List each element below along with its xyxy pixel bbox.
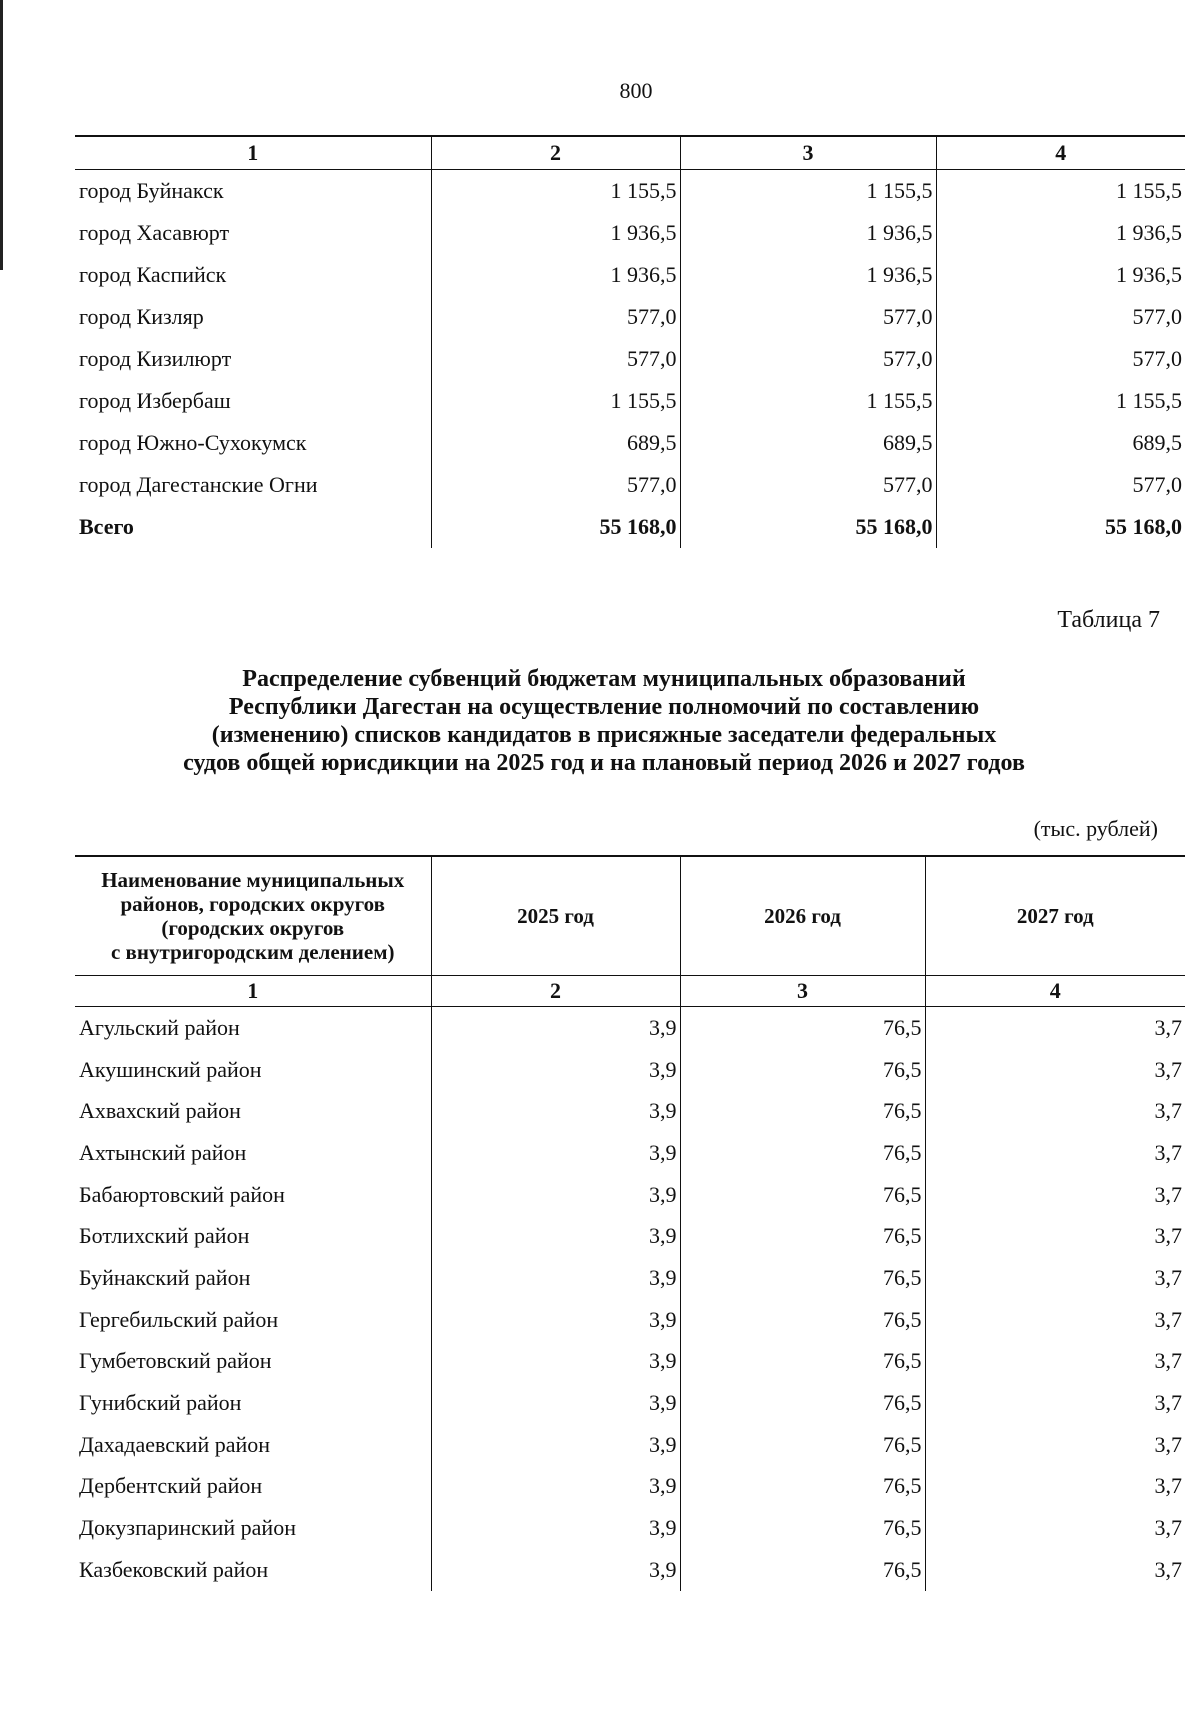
row-name-cell: Дербентский район	[79, 1473, 263, 1499]
value-cell-2026: 1 936,5	[680, 212, 936, 254]
row-name-cell: Буйнакский район	[79, 1264, 251, 1290]
row-name-cell: Гунибский район	[79, 1390, 242, 1416]
value-cell-2025: 3,9	[431, 1382, 680, 1424]
title-line: Республики Дагестан на осуществление полномочий по составлению	[228, 694, 980, 720]
row-name-cell: город Кизляр	[79, 304, 204, 329]
table-row	[75, 1174, 1185, 1216]
table-row	[75, 338, 1185, 380]
value-cell-2026: 76,5	[680, 1299, 925, 1341]
value-cell-2027: 3,7	[925, 1299, 1185, 1341]
table-row	[75, 1549, 1185, 1591]
col-number-2: 2	[431, 976, 680, 1007]
col-header-name	[75, 856, 431, 976]
value-cell-2026: 76,5	[680, 1215, 925, 1257]
row-name-cell: Казбековский район	[79, 1556, 269, 1582]
table-row	[75, 1090, 1185, 1132]
row-name-cell: Гергебильский район	[79, 1306, 279, 1332]
value-cell-2025: 3,9	[431, 1424, 680, 1466]
table-row	[75, 212, 1185, 254]
col-header-name-line: (городских округов	[161, 916, 345, 940]
table-row	[75, 296, 1185, 338]
value-cell-2025: 3,9	[431, 1257, 680, 1299]
value-cell-2026: 55 168,0	[680, 506, 936, 548]
value-cell-2026: 76,5	[680, 1049, 925, 1091]
value-cell-2027: 3,7	[925, 1382, 1185, 1424]
value-cell-2026: 76,5	[680, 1549, 925, 1591]
table-row	[75, 1215, 1185, 1257]
table-row	[75, 1382, 1185, 1424]
row-name-cell: Ахтынский район	[79, 1139, 247, 1165]
value-cell-2027: 55 168,0	[936, 506, 1185, 548]
col-number-3: 3	[680, 136, 936, 170]
column-number-row	[75, 976, 1185, 1007]
value-cell-2027: 3,7	[925, 1424, 1185, 1466]
col-header-name-line: с внутригородским делением)	[110, 940, 395, 964]
value-cell-2026: 76,5	[680, 1132, 925, 1174]
table-row	[75, 1341, 1185, 1383]
row-name-cell: Ахвахский район	[79, 1098, 241, 1124]
col-header-2027: 2027 год	[925, 856, 1185, 976]
table-7-body	[75, 1007, 1185, 1591]
col-number-4: 4	[925, 976, 1185, 1007]
value-cell-2026: 577,0	[680, 296, 936, 338]
table-row	[75, 254, 1185, 296]
table-row	[75, 1007, 1185, 1049]
table-row	[75, 170, 1185, 213]
table-row	[75, 1507, 1185, 1549]
value-cell-2027: 1 936,5	[936, 212, 1185, 254]
value-cell-2027: 3,7	[925, 1549, 1185, 1591]
table-row	[75, 1466, 1185, 1508]
value-cell-2026: 1 155,5	[680, 380, 936, 422]
continued-table-body	[75, 170, 1185, 549]
value-cell-2026: 577,0	[680, 464, 936, 506]
row-name-cell: Докузпаринский район	[79, 1515, 296, 1541]
value-cell-2025: 3,9	[431, 1507, 680, 1549]
value-cell-2026: 76,5	[680, 1257, 925, 1299]
units-note: (тыс. рублей)	[1033, 816, 1158, 841]
value-cell-2027: 3,7	[925, 1215, 1185, 1257]
value-cell-2027: 1 936,5	[936, 254, 1185, 296]
value-cell-2025: 577,0	[431, 338, 680, 380]
value-cell-2025: 577,0	[431, 296, 680, 338]
table-row	[75, 380, 1185, 422]
row-name-cell: Всего	[79, 514, 134, 539]
value-cell-2027: 3,7	[925, 1090, 1185, 1132]
table-row	[75, 422, 1185, 464]
value-cell-2027: 3,7	[925, 1257, 1185, 1299]
value-cell-2025: 3,9	[431, 1174, 680, 1216]
row-name-cell: Бабаюртовский район	[79, 1181, 285, 1207]
row-name-cell: Дахадаевский район	[79, 1431, 271, 1457]
scan-edge-mark	[0, 0, 3, 270]
title-line: (изменению) списков кандидатов в присяжные заседатели федеральных	[211, 722, 997, 748]
col-number-3: 3	[680, 976, 925, 1007]
table-7	[75, 855, 1185, 1591]
col-header-2026: 2026 год	[680, 856, 925, 976]
value-cell-2027: 577,0	[936, 338, 1185, 380]
value-cell-2026: 689,5	[680, 422, 936, 464]
table-row	[75, 1299, 1185, 1341]
value-cell-2026: 76,5	[680, 1174, 925, 1216]
value-cell-2025: 1 155,5	[431, 380, 680, 422]
value-cell-2025: 3,9	[431, 1049, 680, 1091]
value-cell-2026: 76,5	[680, 1007, 925, 1049]
value-cell-2027: 3,7	[925, 1341, 1185, 1383]
col-number-4: 4	[936, 136, 1185, 170]
table-row	[75, 1049, 1185, 1091]
value-cell-2027: 577,0	[936, 296, 1185, 338]
value-cell-2026: 577,0	[680, 338, 936, 380]
value-cell-2026: 76,5	[680, 1424, 925, 1466]
value-cell-2026: 76,5	[680, 1341, 925, 1383]
row-name-cell: город Каспийск	[79, 262, 227, 287]
value-cell-2025: 3,9	[431, 1466, 680, 1508]
total-row	[75, 506, 1185, 548]
col-number-2: 2	[431, 136, 680, 170]
value-cell-2025: 55 168,0	[431, 506, 680, 548]
value-cell-2026: 76,5	[680, 1090, 925, 1132]
value-cell-2025: 689,5	[431, 422, 680, 464]
row-name-cell: город Дагестанские Огни	[79, 472, 318, 497]
value-cell-2026: 76,5	[680, 1382, 925, 1424]
value-cell-2027: 3,7	[925, 1507, 1185, 1549]
value-cell-2027: 3,7	[925, 1466, 1185, 1508]
page-number: 800	[619, 78, 653, 103]
value-cell-2025: 1 936,5	[431, 254, 680, 296]
row-name-cell: Гумбетовский район	[79, 1348, 272, 1374]
row-name-cell: город Южно-Сухокумск	[79, 430, 307, 455]
row-name-cell: город Буйнакск	[79, 178, 224, 203]
row-name-cell: Ботлихский район	[79, 1223, 250, 1249]
col-header-name-line: Наименование муниципальных	[101, 868, 405, 892]
table-7-title	[60, 665, 1148, 777]
value-cell-2025: 1 155,5	[431, 170, 680, 213]
row-name-cell: город Хасавюрт	[79, 220, 230, 245]
value-cell-2027: 3,7	[925, 1049, 1185, 1091]
value-cell-2025: 3,9	[431, 1132, 680, 1174]
table-7-header-row	[75, 856, 1185, 976]
table-row	[75, 1132, 1185, 1174]
value-cell-2025: 1 936,5	[431, 212, 680, 254]
value-cell-2027: 689,5	[936, 422, 1185, 464]
value-cell-2027: 577,0	[936, 464, 1185, 506]
table-row	[75, 1424, 1185, 1466]
value-cell-2027: 3,7	[925, 1007, 1185, 1049]
row-name-cell: город Избербаш	[79, 388, 231, 413]
value-cell-2026: 76,5	[680, 1507, 925, 1549]
col-number-1: 1	[75, 976, 431, 1007]
value-cell-2027: 1 155,5	[936, 380, 1185, 422]
row-name-cell: Агульский район	[79, 1014, 240, 1040]
value-cell-2025: 3,9	[431, 1215, 680, 1257]
value-cell-2026: 1 155,5	[680, 170, 936, 213]
row-name-cell: Акушинский район	[79, 1056, 262, 1082]
col-header-2025: 2025 год	[431, 856, 680, 976]
continued-table	[75, 135, 1185, 548]
table-row	[75, 464, 1185, 506]
value-cell-2027: 1 155,5	[936, 170, 1185, 213]
column-number-row	[75, 136, 1185, 170]
table-7-label: Таблица 7	[1057, 607, 1160, 633]
value-cell-2025: 3,9	[431, 1549, 680, 1591]
value-cell-2025: 3,9	[431, 1341, 680, 1383]
col-number-1: 1	[75, 136, 431, 170]
value-cell-2025: 3,9	[431, 1299, 680, 1341]
value-cell-2027: 3,7	[925, 1174, 1185, 1216]
col-header-name-line: районов, городских округов	[120, 892, 385, 916]
title-line: Распределение субвенций бюджетам муниципальных образований	[242, 666, 966, 692]
value-cell-2025: 3,9	[431, 1007, 680, 1049]
value-cell-2025: 3,9	[431, 1090, 680, 1132]
table-row	[75, 1257, 1185, 1299]
value-cell-2026: 76,5	[680, 1466, 925, 1508]
row-name-cell: город Кизилюрт	[79, 346, 232, 371]
title-line: судов общей юрисдикции на 2025 год и на плановый период 2026 и 2027 годов	[183, 750, 1025, 776]
value-cell-2026: 1 936,5	[680, 254, 936, 296]
value-cell-2025: 577,0	[431, 464, 680, 506]
value-cell-2027: 3,7	[925, 1132, 1185, 1174]
